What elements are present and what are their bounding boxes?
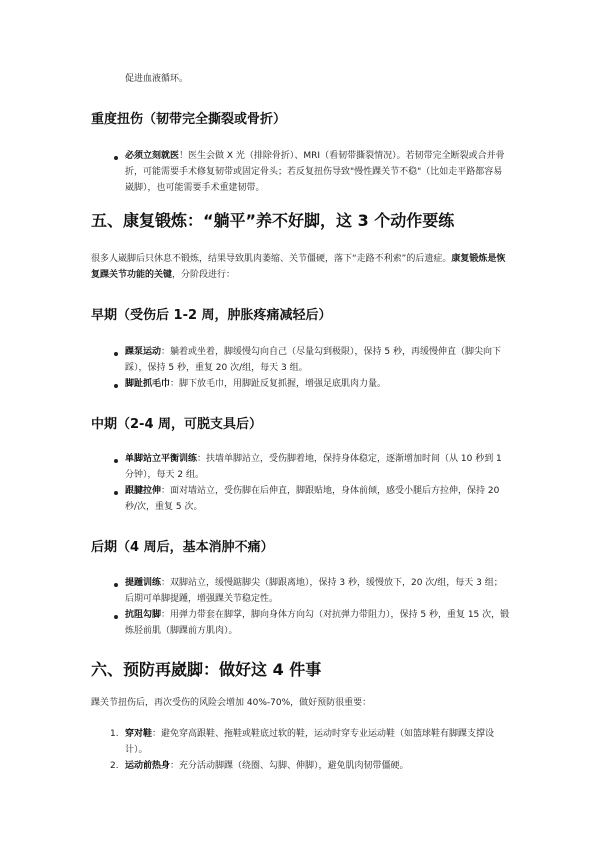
early-item-1 bbox=[125, 344, 510, 376]
item-label: 踝泵运动 bbox=[125, 347, 162, 357]
bullet-icon bbox=[114, 615, 118, 619]
bullet-icon bbox=[114, 491, 118, 495]
list-number: 2. bbox=[110, 761, 119, 771]
item-label: 抗阻勾脚 bbox=[125, 610, 162, 620]
intro-bold: 康复锻炼是恢复踝关节功能的关键 bbox=[91, 254, 506, 280]
prevent-item-1 bbox=[125, 726, 510, 758]
intro-tail: ，分阶段进行： bbox=[172, 270, 236, 280]
section5-intro bbox=[91, 251, 511, 283]
item-label: 提踵训练 bbox=[125, 578, 162, 588]
item-label: 必须立刻就医 bbox=[125, 151, 180, 161]
late-item-2 bbox=[125, 607, 510, 639]
bullet-icon bbox=[114, 384, 118, 388]
item-text: ：扶墙单脚站立，受伤脚着地，保持身体稳定，逐渐增加时间（从 10 秒到 1 分钟），每天 2 组。 bbox=[125, 454, 502, 480]
mid-heading: 中期（2-4 周，可脱支具后） bbox=[91, 417, 263, 432]
item-label: 运动前热身 bbox=[125, 761, 171, 771]
item-text: ：用弹力带套在脚掌，脚向身体方向勾（对抗弹力带阻力），保持 5 秒，重复 15 次，锻炼胫前肌（脚踝前方肌肉）。 bbox=[125, 610, 510, 636]
item-label: 单脚站立平衡训练 bbox=[125, 454, 198, 464]
mid-item-1 bbox=[125, 451, 510, 483]
item-text: ：充分活动脚踝（绕圈、勾脚、伸脚），避免肌肉韧带僵硬。 bbox=[170, 761, 409, 771]
prevent-item-2 bbox=[125, 758, 510, 774]
late-heading: 后期（4 周后，基本消肿不痛） bbox=[91, 540, 274, 555]
severe-heading: 重度扭伤（韧带完全撕裂或骨折） bbox=[91, 112, 287, 127]
item-text: ：躺着或坐着，脚缓慢勾向自己（尽量勾到极限），保持 5 秒，再缓慢伸直（脚尖向下踩），保持 5 秒，重复 20 次/组，每天 3 组。 bbox=[125, 347, 501, 373]
bullet-icon bbox=[114, 352, 118, 356]
section6-intro: 踝关节扭伤后，再次受伤的风险会增加 40%-70%，做好预防很重要： bbox=[91, 698, 372, 708]
intro-text: 很多人崴脚后只休息不锻炼，结果导致肌肉萎缩、关节僵硬，落下“走路不利索”的后遗症。 bbox=[91, 254, 452, 264]
late-item-1 bbox=[125, 575, 510, 607]
item-text: ：面对墙站立，受伤脚在后伸直，脚跟贴地，身体前倾，感受小腿后方拉伸，保持 20 秒/次，重复 5 次。 bbox=[125, 486, 500, 512]
section6-title: 六、预防再崴脚：做好这 4 件事 bbox=[91, 660, 322, 679]
item-text: ：避免穿高跟鞋、拖鞋或鞋底过软的鞋，运动时穿专业运动鞋（如篮球鞋有脚踝支撑设计）。 bbox=[125, 729, 495, 755]
early-heading: 早期（受伤后 1-2 周，肿胀疼痛减轻后） bbox=[91, 308, 332, 323]
bullet-icon bbox=[114, 459, 118, 463]
item-text: ！医生会做 X 光（排除骨折）、MRI（看韧带撕裂情况）。若韧带完全断裂或合并骨折，可能需要手术修复韧带或固定骨头；若反复扭伤导致"慢性踝关节不稳"（比如走平路都容易崴脚），也可能需要手术重建韧带。 bbox=[125, 151, 505, 193]
item-text: ：脚下放毛巾，用脚趾反复抓握，增强足底肌肉力量。 bbox=[170, 379, 387, 389]
item-label: 穿对鞋 bbox=[125, 729, 153, 739]
list-number: 1. bbox=[110, 729, 119, 739]
early-item-2 bbox=[125, 376, 510, 392]
item-text: ：双脚站立，缓慢踮脚尖（脚跟离地），保持 3 秒，缓慢放下，20 次/组，每天 3 组；后期可单脚提踵，增强踝关节稳定性。 bbox=[125, 578, 503, 604]
item-label: 脚趾抓毛巾 bbox=[125, 379, 171, 389]
mid-item-2 bbox=[125, 483, 510, 515]
severe-item bbox=[125, 148, 510, 196]
bullet-icon bbox=[114, 156, 118, 160]
bullet-icon bbox=[114, 583, 118, 587]
item-label: 跟腱拉伸 bbox=[125, 486, 162, 496]
section5-title: 五、康复锻炼：“躺平”养不好脚，这 3 个动作要练 bbox=[91, 211, 455, 230]
continued-text: 促进血液循环。 bbox=[125, 74, 189, 84]
